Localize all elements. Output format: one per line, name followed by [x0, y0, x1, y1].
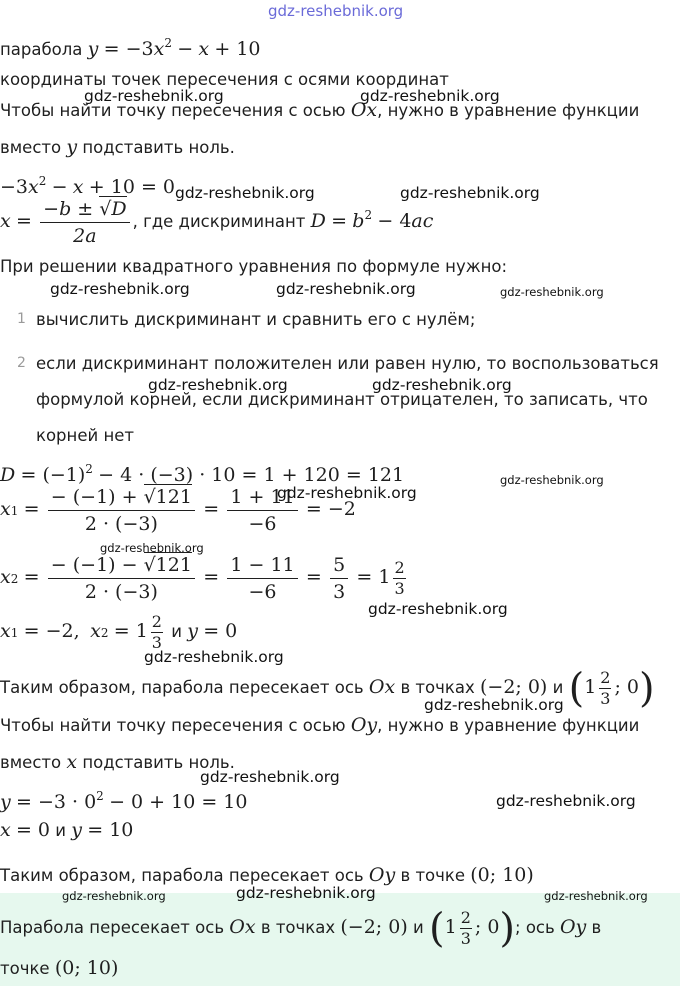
step1-index: 1: [17, 311, 26, 327]
xy-result: x = 0 и y = 10: [0, 819, 134, 841]
step1-text: вычислить дискриминант и сравнить его с нулём;: [36, 310, 476, 329]
roots-summary: x1 = −2, x2 = 1 $\frac{2}{3}$ и y = 0: [0, 612, 238, 652]
equation-zero: $-3x^2 - x + 10 = 0$: [0, 174, 175, 198]
watermark: gdz-reshebnik.org: [144, 648, 284, 666]
when-solving: При решении квадратного уравнения по формуле нужно:: [0, 257, 508, 276]
watermark: gdz-reshebnik.org: [62, 889, 166, 903]
watermark: gdz-reshebnik.org: [360, 87, 500, 105]
watermark: gdz-reshebnik.org: [500, 285, 604, 299]
watermark: gdz-reshebnik.org: [400, 184, 540, 202]
roots-formula: x = $\frac{-b \pm √D}{2a}$ , где дискриминант $D = b^2 - 4ac$: [0, 198, 434, 247]
step2-text-c: корней нет: [36, 426, 134, 445]
watermark: gdz-reshebnik.org: [50, 280, 190, 298]
parabola-label: парабола: [0, 40, 83, 59]
top-watermark[interactable]: gdz-reshebnik.org: [268, 2, 404, 20]
x1-calc: x1 = $\frac{- (-1) + √121}{2 \cdot (-3)}$ = $\frac{1 + 11}{-6}$ = −2: [0, 486, 356, 535]
x2-calc: x2 = $\frac{- (-1) - √121}{2 \cdot (-3)}$ = $\frac{1 - 11}{-6}$ = $\frac{5}{3}$ = 1 $\frac{2}{3}$: [0, 554, 405, 603]
watermark: gdz-reshebnik.org: [276, 280, 416, 298]
answer-line-2: точке (0; 10): [0, 957, 119, 979]
watermark: gdz-reshebnik.org: [236, 884, 376, 902]
watermark: gdz-reshebnik.org: [100, 541, 204, 555]
ox-instruction-2: вместо y подставить ноль.: [0, 136, 235, 158]
ox-instruction-1: Чтобы найти точку пересечения с осью Ox, нужно в уравнение функции: [0, 99, 640, 121]
step2-text-a: если дискриминант положителен или равен нулю, то воспользоваться: [36, 354, 659, 373]
watermark: gdz-reshebnik.org: [500, 473, 604, 487]
watermark: gdz-reshebnik.org: [544, 889, 648, 903]
watermark: gdz-reshebnik.org: [277, 484, 417, 502]
watermark: gdz-reshebnik.org: [84, 87, 224, 105]
thus-oy-line: Таким образом, парабола пересекает ось Oy в точке (0; 10): [0, 864, 534, 886]
watermark: gdz-reshebnik.org: [368, 600, 508, 618]
oy-instruction-1: Чтобы найти точку пересечения с осью Oy, нужно в уравнение функции: [0, 714, 640, 736]
discriminant-calc: $D = (-1)^2 - 4 \cdot (-3) \cdot 10 = 1 + 120 = 121$: [0, 462, 405, 486]
watermark: gdz-reshebnik.org: [424, 696, 564, 714]
watermark: gdz-reshebnik.org: [496, 792, 636, 810]
watermark: gdz-reshebnik.org: [148, 376, 288, 394]
watermark: gdz-reshebnik.org: [372, 376, 512, 394]
step2-text-b: формулой корней, если дискриминант отрицателен, то записать, что: [36, 390, 648, 409]
step2-index: 2: [17, 355, 26, 371]
oy-instruction-2: вместо x подставить ноль.: [0, 751, 235, 773]
watermark: gdz-reshebnik.org: [175, 184, 315, 202]
coords-title: координаты точек пересечения с осями координат: [0, 70, 449, 89]
y-calc: $y = -3 \cdot 0^2 - 0 + 10 = 10$: [0, 789, 248, 813]
thus-ox-line: Таким образом, парабола пересекает ось Ox в точках (−2; 0) и (1 $\frac{2}{3}$ ; 0): [0, 665, 655, 712]
watermark: gdz-reshebnik.org: [200, 768, 340, 786]
answer-line-1: Парабола пересекает ось Ox в точках (−2; 0) и (1 $\frac{2}{3}$ ; 0); ось Oy в: [0, 905, 602, 952]
parabola-line: парабола $y = -3x^2 - x + 10$: [0, 36, 261, 60]
